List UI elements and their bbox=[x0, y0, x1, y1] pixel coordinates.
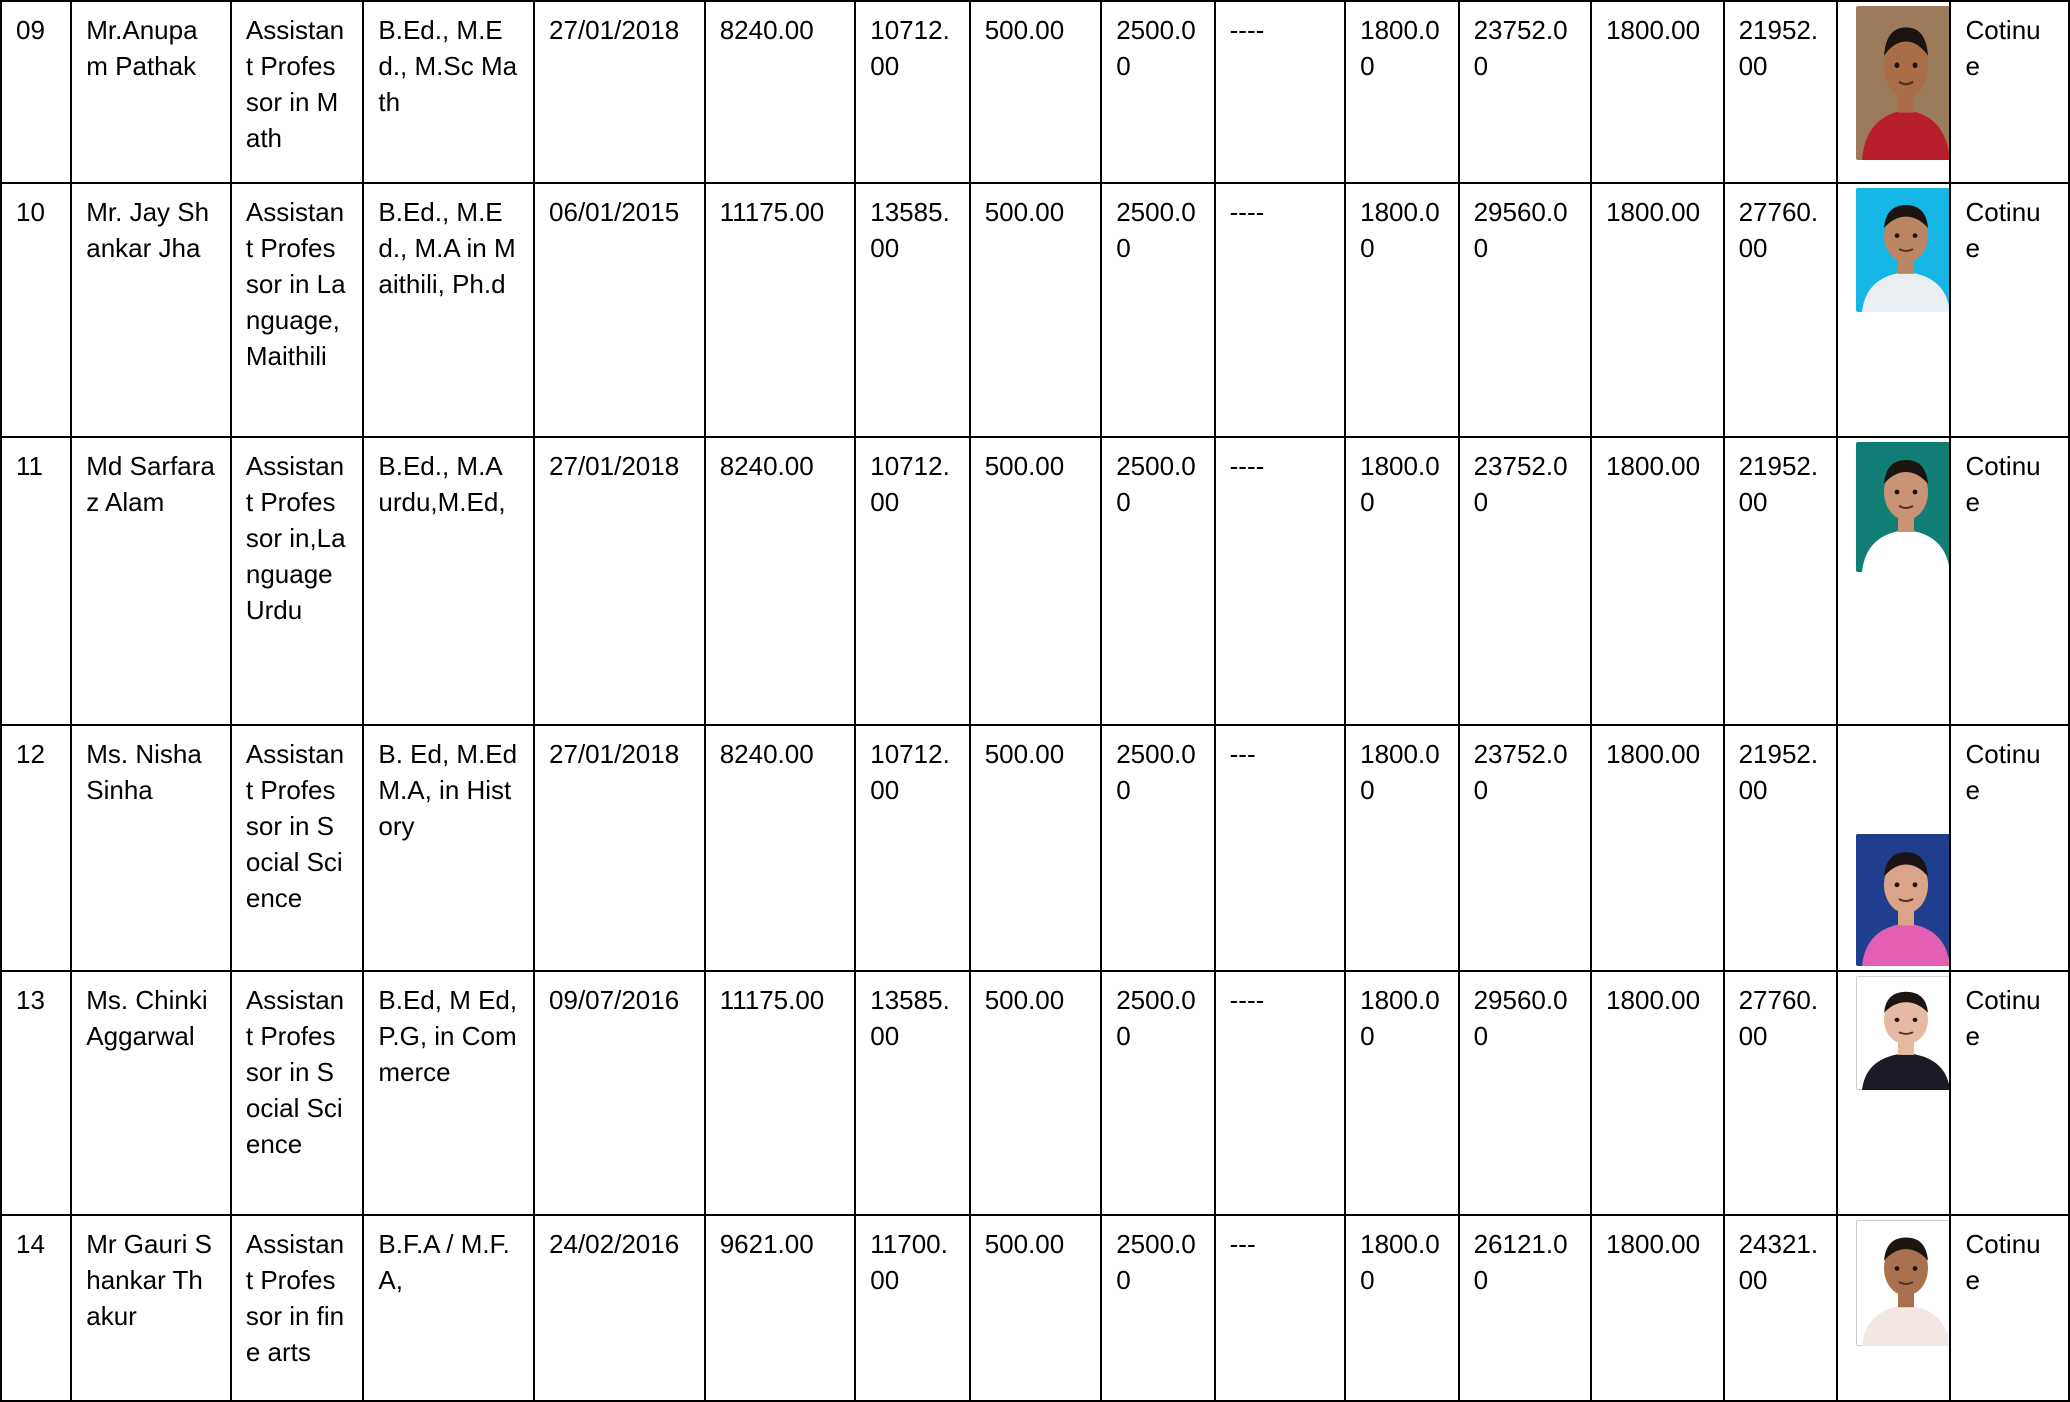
deduction-one-cell: 1800.00 bbox=[1345, 725, 1458, 971]
net-pay-cell: 21952.00 bbox=[1724, 437, 1837, 725]
designation-cell: Assistant Professor in,Language Urdu bbox=[231, 437, 364, 725]
status-cell: Cotinue bbox=[1950, 725, 2069, 971]
person-photo-svg bbox=[1856, 188, 1950, 312]
qualification-cell: B. Ed, M.Ed M.A, in History bbox=[363, 725, 534, 971]
name-cell: Mr Gauri Shankar Thakur bbox=[71, 1215, 231, 1401]
person-photo-svg bbox=[1856, 976, 1950, 1090]
status-cell: Cotinue bbox=[1950, 437, 2069, 725]
total-cell: 23752.00 bbox=[1459, 725, 1592, 971]
person-photo-icon bbox=[1856, 834, 1950, 966]
person-photo-svg bbox=[1856, 1220, 1950, 1346]
person-photo-icon bbox=[1856, 976, 1950, 1090]
table-row bbox=[1, 1215, 2069, 1401]
allowance-two-cell: 2500.00 bbox=[1101, 1215, 1214, 1401]
status-cell: Cotinue bbox=[1950, 183, 2069, 437]
deduction-two-cell: 1800.00 bbox=[1591, 725, 1724, 971]
name-cell: Mr.Anupam Pathak bbox=[71, 1, 231, 183]
allowance-two-cell: 2500.00 bbox=[1101, 437, 1214, 725]
basic-pay-cell: 8240.00 bbox=[705, 1, 856, 183]
other-cell: ---- bbox=[1215, 1, 1346, 183]
qualification-cell: B.Ed., M.Ed., M.A in Maithili, Ph.d bbox=[363, 183, 534, 437]
total-cell: 23752.00 bbox=[1459, 1, 1592, 183]
name-cell: Ms. Chinki Aggarwal bbox=[71, 971, 231, 1215]
photo-cell bbox=[1837, 725, 1950, 971]
name-cell: Md Sarfaraz Alam bbox=[71, 437, 231, 725]
qualification-cell: B.Ed, M Ed, P.G, in Commerce bbox=[363, 971, 534, 1215]
deduction-two-cell: 1800.00 bbox=[1591, 437, 1724, 725]
serial-number-cell: 13 bbox=[1, 971, 71, 1215]
basic-pay-cell: 8240.00 bbox=[705, 725, 856, 971]
person-photo-svg bbox=[1856, 6, 1950, 160]
basic-pay-cell: 11175.00 bbox=[705, 183, 856, 437]
gross-pay-cell: 10712.00 bbox=[855, 725, 969, 971]
gross-pay-cell: 10712.00 bbox=[855, 437, 969, 725]
serial-number-cell: 10 bbox=[1, 183, 71, 437]
person-photo-svg bbox=[1856, 442, 1950, 572]
person-photo-icon bbox=[1856, 188, 1950, 312]
designation-cell: Assistant Professor in Social Science bbox=[231, 725, 364, 971]
status-cell: Cotinue bbox=[1950, 1, 2069, 183]
total-cell: 26121.00 bbox=[1459, 1215, 1592, 1401]
designation-cell: Assistant Professor in Social Science bbox=[231, 971, 364, 1215]
person-photo-svg bbox=[1856, 834, 1950, 966]
allowance-one-cell: 500.00 bbox=[970, 725, 1102, 971]
allowance-one-cell: 500.00 bbox=[970, 1, 1102, 183]
name-cell: Ms. Nisha Sinha bbox=[71, 725, 231, 971]
basic-pay-cell: 11175.00 bbox=[705, 971, 856, 1215]
table-row bbox=[1, 437, 2069, 725]
gross-pay-cell: 10712.00 bbox=[855, 1, 969, 183]
deduction-two-cell: 1800.00 bbox=[1591, 183, 1724, 437]
joining-date-cell: 24/02/2016 bbox=[534, 1215, 705, 1401]
joining-date-cell: 27/01/2018 bbox=[534, 437, 705, 725]
deduction-one-cell: 1800.00 bbox=[1345, 437, 1458, 725]
gross-pay-cell: 13585.00 bbox=[855, 971, 969, 1215]
net-pay-cell: 21952.00 bbox=[1724, 725, 1837, 971]
table-row bbox=[1, 725, 2069, 971]
basic-pay-cell: 8240.00 bbox=[705, 437, 856, 725]
person-photo-icon bbox=[1856, 6, 1950, 160]
name-cell: Mr. Jay Shankar Jha bbox=[71, 183, 231, 437]
deduction-one-cell: 1800.00 bbox=[1345, 971, 1458, 1215]
joining-date-cell: 27/01/2018 bbox=[534, 1, 705, 183]
serial-number-cell: 12 bbox=[1, 725, 71, 971]
qualification-cell: B.Ed., M.Ed., M.Sc Math bbox=[363, 1, 534, 183]
allowance-two-cell: 2500.00 bbox=[1101, 971, 1214, 1215]
joining-date-cell: 09/07/2016 bbox=[534, 971, 705, 1215]
qualification-cell: B.Ed., M.A urdu,M.Ed, bbox=[363, 437, 534, 725]
status-cell: Cotinue bbox=[1950, 1215, 2069, 1401]
table-row bbox=[1, 971, 2069, 1215]
other-cell: --- bbox=[1215, 725, 1346, 971]
deduction-one-cell: 1800.00 bbox=[1345, 1215, 1458, 1401]
deduction-one-cell: 1800.00 bbox=[1345, 1, 1458, 183]
joining-date-cell: 27/01/2018 bbox=[534, 725, 705, 971]
table-row bbox=[1, 183, 2069, 437]
gross-pay-cell: 11700.00 bbox=[855, 1215, 969, 1401]
allowance-one-cell: 500.00 bbox=[970, 183, 1102, 437]
total-cell: 23752.00 bbox=[1459, 437, 1592, 725]
basic-pay-cell: 9621.00 bbox=[705, 1215, 856, 1401]
net-pay-cell: 24321.00 bbox=[1724, 1215, 1837, 1401]
net-pay-cell: 21952.00 bbox=[1724, 1, 1837, 183]
deduction-two-cell: 1800.00 bbox=[1591, 1, 1724, 183]
serial-number-cell: 09 bbox=[1, 1, 71, 183]
other-cell: --- bbox=[1215, 1215, 1346, 1401]
deduction-one-cell: 1800.00 bbox=[1345, 183, 1458, 437]
allowance-one-cell: 500.00 bbox=[970, 437, 1102, 725]
deduction-two-cell: 1800.00 bbox=[1591, 1215, 1724, 1401]
allowance-two-cell: 2500.00 bbox=[1101, 725, 1214, 971]
status-cell: Cotinue bbox=[1950, 971, 2069, 1215]
net-pay-cell: 27760.00 bbox=[1724, 971, 1837, 1215]
gross-pay-cell: 13585.00 bbox=[855, 183, 969, 437]
designation-cell: Assistant Professor in Language, Maithili bbox=[231, 183, 364, 437]
joining-date-cell: 06/01/2015 bbox=[534, 183, 705, 437]
photo-cell bbox=[1837, 437, 1950, 725]
deduction-two-cell: 1800.00 bbox=[1591, 971, 1724, 1215]
total-cell: 29560.00 bbox=[1459, 971, 1592, 1215]
photo-cell bbox=[1837, 1215, 1950, 1401]
allowance-one-cell: 500.00 bbox=[970, 1215, 1102, 1401]
other-cell: ---- bbox=[1215, 971, 1346, 1215]
person-photo-icon bbox=[1856, 442, 1950, 572]
photo-cell bbox=[1837, 971, 1950, 1215]
allowance-one-cell: 500.00 bbox=[970, 971, 1102, 1215]
other-cell: ---- bbox=[1215, 183, 1346, 437]
photo-cell bbox=[1837, 183, 1950, 437]
net-pay-cell: 27760.00 bbox=[1724, 183, 1837, 437]
designation-cell: Assistant Professor in Math bbox=[231, 1, 364, 183]
total-cell: 29560.00 bbox=[1459, 183, 1592, 437]
allowance-two-cell: 2500.00 bbox=[1101, 183, 1214, 437]
serial-number-cell: 14 bbox=[1, 1215, 71, 1401]
table-row bbox=[1, 1, 2069, 183]
allowance-two-cell: 2500.00 bbox=[1101, 1, 1214, 183]
photo-cell bbox=[1837, 1, 1950, 183]
person-photo-icon bbox=[1856, 1220, 1950, 1346]
designation-cell: Assistant Professor in fine arts bbox=[231, 1215, 364, 1401]
other-cell: ---- bbox=[1215, 437, 1346, 725]
serial-number-cell: 11 bbox=[1, 437, 71, 725]
qualification-cell: B.F.A / M.F.A, bbox=[363, 1215, 534, 1401]
